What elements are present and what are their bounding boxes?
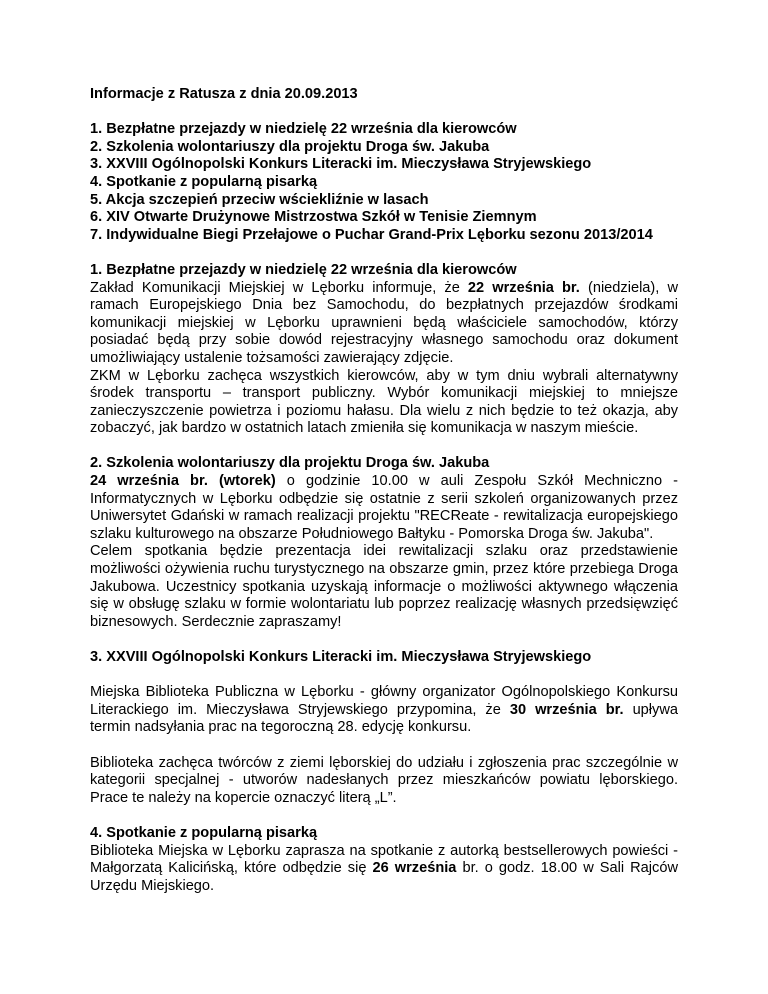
section-paragraph xyxy=(90,843,678,896)
section-paragraph: ZKM w Lęborku zachęca wszystkich kierowców, aby w tym dniu wybrali alternatywny środek transportu – transport publiczny. Wybór komunikacji miejskiej to mniejsze zanieczyszczenie powietrza i poziomu hałasu. Dla wielu z nich będzie to też okazja, aby zobaczyć, jak bardzo w ostatnich latach zmieniła się komunikacja w naszym mieście. xyxy=(90,367,678,437)
section-heading: 4. Spotkanie z popularną pisarką xyxy=(90,824,318,841)
highlighted-date: 24 września br. (wtorek) xyxy=(90,473,276,490)
paragraph-text: upływa termin nadsyłania prac na tegoroczną 28. edycję konkursu. xyxy=(90,701,678,736)
highlighted-date: 30 września br. xyxy=(509,701,624,718)
section-heading: 3. XXVIII Ogólnopolski Konkurs Literacki im. Mieczysława Stryjewskiego xyxy=(90,649,592,665)
document-title: Informacje z Ratusza z dnia 20.09.2013 xyxy=(90,86,358,102)
section-paragraph xyxy=(90,280,678,368)
section-paragraph: Biblioteka zachęca twórców z ziemi lęborskiej do udziału i zgłoszenia prac szczególnie w kategorii specjalnej - utworów nadesłanych przez mieszkańców powiatu lęborskiego. Prace te należy na kopercie oznaczyć literą „L”. xyxy=(90,754,678,806)
highlighted-date: 22 września br. xyxy=(467,279,580,296)
paragraph-text: Miejska Biblioteka Publiczna w Lęborku - główny organizator Ogólnopolskiego Konkursu Literackiego im. Mieczysława Stryjewskiego przypomina, że xyxy=(90,684,678,718)
section-heading: 2. Szkolenia wolontariuszy dla projektu Droga św. Jakuba xyxy=(90,455,490,472)
paragraph-text: Biblioteka Miejska w Lęborku zaprasza na spotkanie z autorką bestsellerowych powieści - Małgorzatą Kalicińską, które odbędzie się xyxy=(90,842,678,877)
section-2 xyxy=(90,455,678,631)
highlighted-date: 26 września xyxy=(372,860,457,877)
section-paragraph xyxy=(90,473,678,543)
section-paragraph: Celem spotkania będzie prezentacja idei rewitalizacji szlaku oraz przedstawienie możliwości ożywienia ruchu turystycznego na obszarze gmin, przez które przebiega Droga Jakubowa. Uczestnicy spotkania uzyskają informacje o możliwości aktywnego włączenia się w obsługę szlaku w formie wolontariatu lub poprzez realizację własnych przedsięwzięć biznesowych. Serdecznie zapraszamy! xyxy=(90,543,678,630)
toc-item: 3. XXVIII Ogólnopolski Konkurs Literacki im. Mieczysława Stryjewskiego xyxy=(90,156,592,173)
toc-item: 5. Akcja szczepień przeciw wściekliźnie w lasach xyxy=(90,191,429,208)
section-heading: 1. Bezpłatne przejazdy w niedzielę 22 września dla kierowców xyxy=(90,261,517,278)
section-paragraph xyxy=(90,684,678,737)
table-of-contents xyxy=(90,121,678,244)
section-1 xyxy=(90,262,678,438)
toc-item: 1. Bezpłatne przejazdy w niedzielę 22 września dla kierowców xyxy=(90,121,517,138)
paragraph-text: Zakład Komunikacji Miejskiej w Lęborku informuje, że xyxy=(90,279,468,296)
paragraph-text: o godzinie 10.00 w auli Zespołu Szkół Mechniczno - Informatycznych w Lęborku odbędzie się ostatnie z serii szkoleń organizowanych przez Uniwersytet Gdański w ramach realizacji projektu "RECReate - rewitalizacja europejskiego szlaku kulturowego na obszarze Południowego Bałtyku - Pomorska Droga św. Jakuba". xyxy=(90,473,678,542)
toc-item: 2. Szkolenia wolontariuszy dla projektu Droga św. Jakuba xyxy=(90,138,490,155)
toc-item: 6. XIV Otwarte Drużynowe Mistrzostwa Szkół w Tenisie Ziemnym xyxy=(90,209,537,226)
paragraph-text: br. o godz. 18.00 w Sali Rajców Urzędu Miejskiego. xyxy=(90,860,678,894)
section-4 xyxy=(90,825,678,895)
document-page xyxy=(90,86,678,895)
section-3 xyxy=(90,649,678,807)
toc-item: 4. Spotkanie z popularną pisarką xyxy=(90,173,318,190)
toc-item: 7. Indywidualne Biegi Przełajowe o Puchar Grand-Prix Lęborku sezonu 2013/2014 xyxy=(90,226,653,243)
paragraph-text: (niedziela), w ramach Europejskiego Dnia bez Samochodu, do bezpłatnych przejazdów środkami komunikacji miejskiej w Lęborku uprawnieni będą właściciele samochodów, którzy posiadać będą przy sobie dowód rejestracyjny własnego samochodu oraz dokument umożliwiający ustalenie tożsamości zawierający zdjęcie. xyxy=(90,279,678,366)
